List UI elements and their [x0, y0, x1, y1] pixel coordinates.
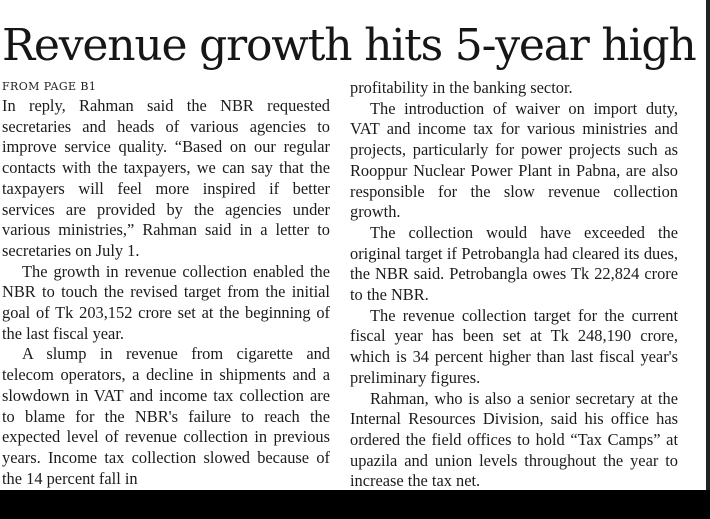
article-column-left [2, 78, 330, 489]
scan-edge-shadow [706, 0, 710, 490]
article-paragraph: In reply, Rahman said the NBR requested secretaries and heads of various agencies to improve service quality. “Based on our regular contacts with the taxpayers, we can say that the taxpayers will feel more inspired if better services are provided by the agencies under various ministries,” Rahman said in a letter to secretaries on July 1. [2, 96, 330, 260]
article-column-right [350, 78, 678, 490]
article-paragraph: The introduction of waiver on import duty, VAT and income tax for various ministries and projects, particularly for power projects such as Rooppur Nuclear Power Plant in Pabna, are also responsible for the slow revenue collection growth. [350, 98, 678, 222]
article-paragraph: profitability in the banking sector. [350, 78, 573, 97]
article-paragraph: Rahman, who is also a senior secretary at the Internal Resources Division, said his office has ordered the field offices to hold “Tax Camps” at upazila and union levels throughout the year to increase the tax net. [350, 388, 678, 490]
article-paragraph: The revenue collection target for the current fiscal year has been set at Tk 248,190 crore, which is 34 percent higher than last fiscal year's preliminary figures. [350, 305, 678, 387]
article-paragraph: The collection would have exceeded the original target if Petrobangla had cleared its dues, the NBR said. Petrobangla owes Tk 22,824 crore to the NBR. [350, 222, 678, 305]
scan-bottom-border [0, 490, 710, 519]
article-headline: Revenue growth hits 5-year high [2, 20, 696, 71]
article-paragraph: The growth in revenue collection enabled the NBR to touch the revised target from the initial goal of Tk 203,152 crore set at the beginning of the last fiscal year. [2, 261, 330, 343]
article-paragraph: A slump in revenue from cigarette and telecom operators, a decline in shipments and a slowdown in VAT and income tax collection are to blame for the NBR's failure to reach the expected level of revenue collection in previous years. Income tax collection slowed because of the 14 percent fall in [2, 344, 330, 488]
continued-from-label: FROM PAGE B1 [2, 80, 97, 93]
